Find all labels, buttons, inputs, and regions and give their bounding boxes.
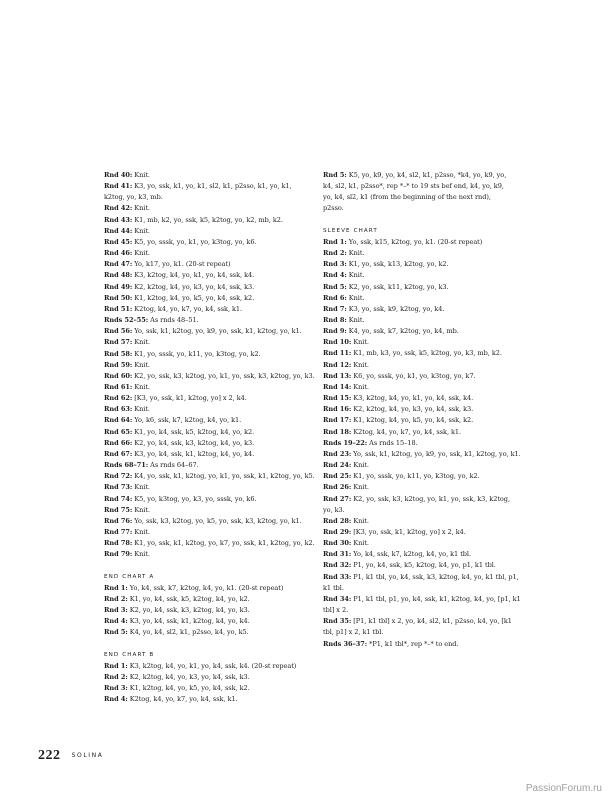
round-text: tbl] x 2. [323, 606, 349, 615]
round-text: p2sso. [323, 204, 344, 213]
round-label: Rnd 60: [104, 371, 133, 380]
round-label: Rnd 4: [323, 271, 347, 280]
round-text: Knit. [351, 539, 369, 548]
round-text: Knit. [346, 293, 365, 302]
instruction-line [104, 460, 310, 471]
instruction-line [323, 594, 521, 605]
instruction-line [104, 549, 310, 560]
round-label: Rnd 33: [323, 572, 352, 581]
round-text: Knit. [351, 461, 369, 470]
round-label: Rnd 25: [323, 472, 352, 481]
spacer [323, 215, 521, 226]
round-label: Rnd 48: [104, 271, 133, 280]
round-text: Knit. [132, 550, 150, 559]
instruction-line [323, 482, 521, 493]
instruction-line [104, 237, 310, 248]
instruction-line [323, 293, 521, 304]
instruction-line [104, 382, 310, 393]
round-label: Rnd 35: [323, 617, 352, 626]
round-text: K3, yo, k4, ssk, k1, k2tog, k4, yo, k4. [132, 449, 255, 458]
round-label: Rnd 1: [104, 583, 128, 592]
instruction-line [323, 516, 521, 527]
round-text: [P1, k1 tbl] x 2, yo, k4, sl2, k1, p2sso, k4, yo, [k1 [351, 617, 512, 626]
instruction-line [323, 304, 521, 315]
round-label: Rnd 49: [104, 282, 133, 291]
round-label: Rnd 11: [323, 349, 352, 358]
round-label: Rnd 9: [323, 327, 347, 336]
instruction-line [323, 471, 521, 482]
instruction-line [104, 661, 310, 672]
round-text: K4, yo, ssk, k7, k2tog, yo, k4, mb. [346, 327, 459, 336]
instruction-line [104, 449, 310, 460]
round-text: Yo, k17, yo, k1. (20-st repeat) [132, 260, 231, 269]
round-label: Rnd 5: [323, 171, 347, 179]
round-label: Rnd 58: [104, 349, 133, 358]
watermark: PassionForum.ru [525, 783, 602, 794]
instruction-line [104, 393, 310, 404]
instruction-line [323, 538, 521, 549]
instruction-line [323, 560, 521, 571]
book-title: SOLINA [71, 752, 104, 759]
instruction-line [323, 371, 521, 382]
instruction-line [104, 694, 310, 705]
round-text: K5, yo, k3tog, yo, k3, yo, sssk, yo, k6. [132, 494, 257, 503]
round-text: K5, yo, k9, yo, k4, sl2, k1, p2sso, *k4, yo, k9, yo, [346, 171, 507, 179]
round-text: Knit. [351, 516, 369, 525]
round-label: Rnd 51: [104, 304, 133, 313]
round-text: Yo, ssk, k3, k2tog, yo, k5, yo, ssk, k3, k2tog, yo, k1. [132, 516, 302, 525]
round-text: Yo, k4, ssk, k7, k2tog, k4, yo, k1 tbl. [351, 550, 471, 559]
round-text: tbl, p1] x 2, k1 tbl. [323, 628, 384, 637]
round-label: Rnd 56: [104, 327, 133, 336]
round-label: Rnd 41: [104, 182, 133, 191]
round-text: K2, yo, ssk, k3, k2tog, yo, k1, yo, ssk, k3, k2tog, yo, k3. [132, 371, 315, 380]
round-text: K3, yo, ssk, k1, yo, k1, sl2, k1, p2sso, k1, yo, k1, [132, 182, 292, 191]
section-heading: END CHART B [104, 651, 155, 658]
round-text: K3, yo, k4, ssk, k1, k2tog, k4, yo, k4. [127, 617, 250, 626]
round-label: Rnd 12: [323, 360, 352, 369]
round-text: Knit. [132, 338, 150, 347]
left-column [104, 170, 315, 705]
round-text: K3, yo, ssk, k9, k2tog, yo, k4. [346, 304, 445, 313]
round-text: K2, k2tog, k4, yo, k3, yo, k4, ssk, k3. [132, 282, 255, 291]
instruction-line [323, 527, 521, 538]
round-text: Knit. [132, 171, 150, 179]
instruction-line [104, 226, 310, 237]
round-label: Rnd 5: [104, 628, 128, 637]
round-label: Rnd 3: [104, 606, 128, 615]
spacer [104, 560, 310, 571]
round-label: Rnd 6: [323, 293, 347, 302]
round-label: Rnd 32: [323, 561, 352, 570]
instruction-line [323, 505, 521, 516]
instruction-line [104, 616, 310, 627]
right-column [323, 170, 521, 650]
round-text: Knit. [346, 249, 365, 258]
round-text: K6, yo, sssk, yo, k1, yo, k3tog, yo, k7. [351, 371, 476, 380]
instruction-line [323, 605, 521, 616]
round-label: Rnd 77: [104, 528, 133, 536]
round-label: Rnd 45: [104, 237, 133, 246]
instruction-line [323, 549, 521, 560]
instruction-line [323, 248, 521, 259]
instruction-line [104, 360, 310, 371]
instruction-line [323, 181, 521, 192]
round-label: Rnd 79: [104, 550, 133, 559]
instruction-line [104, 438, 310, 449]
round-text: Knit. [351, 382, 369, 391]
page-number: 222 [38, 748, 61, 763]
instruction-line [323, 237, 521, 248]
round-text: K1, yo, ssk, k13, k2tog, yo, k2. [346, 260, 449, 269]
instruction-line [104, 527, 310, 538]
round-label: Rnd 31: [323, 550, 352, 559]
round-text: K1, yo, sssk, yo, k11, yo, k3tog, yo, k2. [132, 349, 261, 358]
instruction-line [104, 259, 310, 270]
round-text: Knit. [132, 405, 150, 414]
round-label: Rnd 67: [104, 449, 133, 458]
round-text: Knit. [132, 528, 150, 536]
instruction-line [323, 449, 521, 460]
round-label: Rnd 8: [323, 316, 347, 325]
instruction-line [104, 349, 310, 360]
round-text: Yo, k6, ssk, k7, k2tog, k4, yo, k1. [132, 416, 242, 425]
round-label: Rnd 4: [104, 695, 128, 704]
instruction-line [323, 382, 521, 393]
instruction-line [104, 538, 315, 549]
round-label: Rnd 29: [323, 527, 352, 536]
round-label: Rnd 4: [104, 617, 128, 626]
round-label: Rnd 72: [104, 472, 133, 481]
round-label: Rnd 43: [104, 215, 133, 224]
round-label: Rnd 64: [104, 416, 133, 425]
round-text: Knit. [351, 483, 369, 492]
round-text: Knit. [351, 338, 369, 347]
round-text: Knit. [132, 382, 150, 391]
round-label: Rnd 5: [323, 282, 347, 291]
round-label: Rnd 62: [104, 394, 133, 403]
round-text: Yo, ssk, k15, k2tog, yo, k1. (20-st repeat) [346, 237, 483, 246]
round-text: P1, yo, k4, ssk, k5, k2tog, k4, yo, p1, k1 tbl. [351, 561, 496, 570]
instruction-line [104, 627, 310, 638]
instruction-line [104, 594, 310, 605]
round-text: k1 tbl. [323, 583, 344, 592]
instruction-line [323, 393, 521, 404]
round-text: Knit. [132, 505, 150, 514]
round-label: Rnd 30: [323, 539, 352, 548]
instruction-line [323, 348, 521, 359]
instruction-line [104, 516, 310, 527]
instruction-line [104, 315, 310, 326]
instruction-line [323, 315, 521, 326]
round-label: Rnd 74: [104, 494, 133, 503]
instruction-line [323, 282, 521, 293]
instruction-line [104, 482, 310, 493]
round-text: As rnds 64–67. [148, 461, 199, 470]
round-text: K3, k2tog, k4, yo, k1, yo, k4, ssk, k4. [351, 394, 474, 403]
instruction-line [104, 505, 310, 516]
round-text: K1, k2tog, k4, yo, k5, yo, k4, ssk, k2. [351, 416, 474, 425]
round-text: K2, yo, k4, ssk, k3, k2tog, k4, yo, k3. [127, 606, 250, 615]
round-text: K2tog, k4, yo, k7, yo, k4, ssk, k1. [351, 427, 462, 436]
round-label: Rnd 46: [104, 249, 133, 258]
round-label: Rnd 18: [323, 427, 352, 436]
round-text: K1, k2tog, k4, yo, k5, yo, k4, ssk, k2. [132, 293, 255, 302]
instruction-line [323, 404, 521, 415]
round-label: Rnd 50: [104, 293, 133, 302]
spacer [104, 639, 310, 650]
round-text: K1, yo, sssk, yo, k11, yo, k3tog, yo, k2. [351, 472, 480, 481]
instruction-line [104, 192, 310, 203]
round-text: K1, yo, ssk, k1, k2tog, yo, k7, yo, ssk, k1, k2tog, yo, k2. [132, 539, 315, 548]
round-label: Rnd 75: [104, 505, 133, 514]
instruction-line [104, 270, 310, 281]
round-label: Rnd 10: [323, 338, 352, 347]
round-text: k2tog, yo, k3, mb. [104, 193, 163, 202]
round-label: Rnds 36–37: [323, 639, 368, 648]
instruction-line [104, 326, 310, 337]
round-text: K3, k2tog, k4, yo, k1, yo, k4, ssk, k4. [132, 271, 255, 280]
round-text: Yo, ssk, k1, k2tog, yo, k9, yo, ssk, k1, k2tog, yo, k1. [351, 449, 521, 458]
instruction-line [104, 248, 310, 259]
instruction-line [104, 427, 310, 438]
round-label: Rnd 1: [104, 661, 128, 670]
round-label: Rnd 40: [104, 171, 133, 179]
round-text: K1, mb, k3, yo, ssk, k5, k2tog, yo, k3, mb, k2. [351, 349, 502, 358]
round-text: K2tog, k4, yo, k7, yo, k4, ssk, k1. [127, 695, 238, 704]
round-label: Rnd 78: [104, 539, 133, 548]
round-label: Rnd 14: [323, 382, 352, 391]
round-label: Rnd 15: [323, 394, 352, 403]
round-label: Rnd 16: [323, 405, 352, 414]
instruction-line [323, 460, 521, 471]
round-label: Rnd 24: [323, 461, 352, 470]
instruction-line [323, 427, 521, 438]
round-text: [K3, yo, ssk, k1, k2tog, yo] x 2, k4. [351, 527, 466, 536]
round-text: K2, k2tog, k4, yo, k3, yo, k4, ssk, k3. [127, 673, 250, 681]
round-text: Knit. [132, 483, 150, 492]
instruction-line [104, 415, 310, 426]
round-label: Rnd 3: [104, 684, 128, 693]
round-text: K5, yo, sssk, yo, k1, yo, k3tog, yo, k6. [132, 237, 257, 246]
instruction-line [104, 215, 310, 226]
round-text: yo, k4, sl2, k1 (from the beginning of the next rnd), [323, 193, 491, 202]
instruction-line [323, 438, 521, 449]
instruction-line [104, 605, 310, 616]
instruction-line [104, 170, 310, 181]
instruction-line [104, 683, 310, 694]
round-text: K4, yo, ssk, k1, k2tog, yo, k1, yo, ssk, k1, k2tog, yo, k5. [132, 472, 315, 481]
round-label: Rnd 7: [323, 304, 347, 313]
round-label: Rnd 63: [104, 405, 133, 414]
instruction-line [104, 293, 310, 304]
round-label: Rnd 3: [323, 260, 347, 269]
instruction-line [323, 494, 521, 505]
round-text: P1, k1 tbl, p1, yo, k4, ssk, k1, k2tog, k4, yo, [p1, k1 [351, 594, 521, 603]
round-text: As rnds 15–18. [367, 438, 418, 447]
round-label: Rnd 23: [323, 449, 352, 458]
round-label: Rnd 42: [104, 204, 133, 213]
round-label: Rnds 52–55: [104, 316, 149, 325]
round-text: K1, yo, k4, ssk, k5, k2tog, k4, yo, k2. [127, 594, 250, 603]
round-label: Rnd 13: [323, 371, 352, 380]
round-text: K2tog, k4, yo, k7, yo, k4, ssk, k1. [132, 304, 243, 313]
round-text: K2, k2tog, k4, yo, k3, yo, k4, ssk, k3. [351, 405, 474, 414]
instruction-line [323, 259, 521, 270]
round-text: *P1, k1 tbl*, rep *–* to end. [367, 639, 459, 648]
round-text: K1, k2tog, k4, yo, k5, yo, k4, ssk, k2. [127, 684, 250, 693]
round-text: yo, k3. [323, 505, 345, 514]
round-text: Yo, ssk, k1, k2tog, yo, k9, yo, ssk, k1, k2tog, yo, k1. [132, 327, 302, 336]
instruction-line [323, 572, 521, 583]
instruction-line [323, 415, 521, 426]
section-heading: SLEEVE CHART [323, 227, 378, 234]
round-text: Yo, k4, ssk, k7, k2tog, k4, yo, k1. (20-st repeat) [127, 583, 284, 592]
round-label: Rnd 1: [323, 237, 347, 246]
round-label: Rnd 44: [104, 226, 133, 235]
instruction-line [104, 471, 315, 482]
instruction-line [104, 304, 310, 315]
instruction-line [323, 192, 521, 203]
instruction-line [104, 282, 310, 293]
round-text: K3, k2tog, k4, yo, k1, yo, k4, ssk, k4. (20-st repeat) [127, 661, 297, 670]
round-label: Rnd 59: [104, 360, 133, 369]
round-label: Rnd 66: [104, 438, 133, 447]
instruction-line [104, 404, 310, 415]
round-label: Rnd 65: [104, 427, 133, 436]
instruction-line [323, 337, 521, 348]
round-text: Knit. [351, 360, 369, 369]
instruction-line [323, 326, 521, 337]
round-text: P1, k1 tbl, yo, k4, ssk, k3, k2tog, k4, yo, k1 tbl, p1, [351, 572, 519, 581]
instruction-line [323, 583, 521, 594]
round-label: Rnds 68–71: [104, 461, 149, 470]
round-text: K4, yo, k4, sl2, k1, p2sso, k4, yo, k5. [127, 628, 249, 637]
instruction-line [323, 639, 521, 650]
round-text: k4, sl2, k1, p2sso*, rep *–* to 19 sts bef end, k4, yo, k9, [323, 182, 504, 191]
round-text: As rnds 48–51. [148, 316, 199, 325]
instruction-line [323, 170, 521, 181]
instruction-line [104, 494, 310, 505]
instruction-line [104, 203, 310, 214]
round-text: Knit. [132, 226, 150, 235]
round-text: Knit. [346, 271, 365, 280]
round-label: Rnd 27: [323, 494, 352, 503]
instruction-line [323, 616, 521, 627]
round-label: Rnd 26: [323, 483, 352, 492]
round-text: Knit. [132, 249, 150, 258]
round-text: Knit. [132, 204, 150, 213]
instruction-line [323, 270, 521, 281]
round-label: Rnds 19–22: [323, 438, 368, 447]
instruction-line [104, 672, 310, 683]
instruction-line [104, 181, 310, 192]
instruction-line [104, 583, 310, 594]
round-label: Rnd 28: [323, 516, 352, 525]
round-label: Rnd 57: [104, 338, 133, 347]
round-text: K2, yo, k4, ssk, k3, k2tog, k4, yo, k3. [132, 438, 255, 447]
round-text: Knit. [132, 360, 150, 369]
page-footer [38, 744, 103, 764]
round-label: Rnd 47: [104, 260, 133, 269]
instruction-line [104, 337, 310, 348]
round-text: K1, mb, k2, yo, ssk, k5, k2tog, yo, k2, mb, k2. [132, 215, 283, 224]
round-label: Rnd 2: [104, 673, 128, 681]
round-text: K1, yo, k4, ssk, k5, k2tog, k4, yo, k2. [132, 427, 255, 436]
instruction-line [323, 360, 521, 371]
round-text: K2, yo, ssk, k3, k2tog, yo, k1, yo, ssk, k3, k2tog, [351, 494, 510, 503]
section-heading: END CHART A [104, 573, 155, 580]
instruction-line [323, 627, 521, 638]
round-label: Rnd 2: [104, 594, 128, 603]
round-text: [K3, yo, ssk, k1, k2tog, yo] x 2, k4. [132, 394, 247, 403]
instruction-line [104, 371, 315, 382]
round-label: Rnd 76: [104, 516, 133, 525]
round-label: Rnd 34: [323, 594, 352, 603]
round-text: K2, yo, ssk, k11, k2tog, yo, k3. [346, 282, 449, 291]
round-text: Knit. [346, 316, 365, 325]
round-label: Rnd 73: [104, 483, 133, 492]
round-label: Rnd 2: [323, 249, 347, 258]
round-label: Rnd 17: [323, 416, 352, 425]
instruction-line [323, 203, 521, 214]
round-label: Rnd 61: [104, 382, 133, 391]
